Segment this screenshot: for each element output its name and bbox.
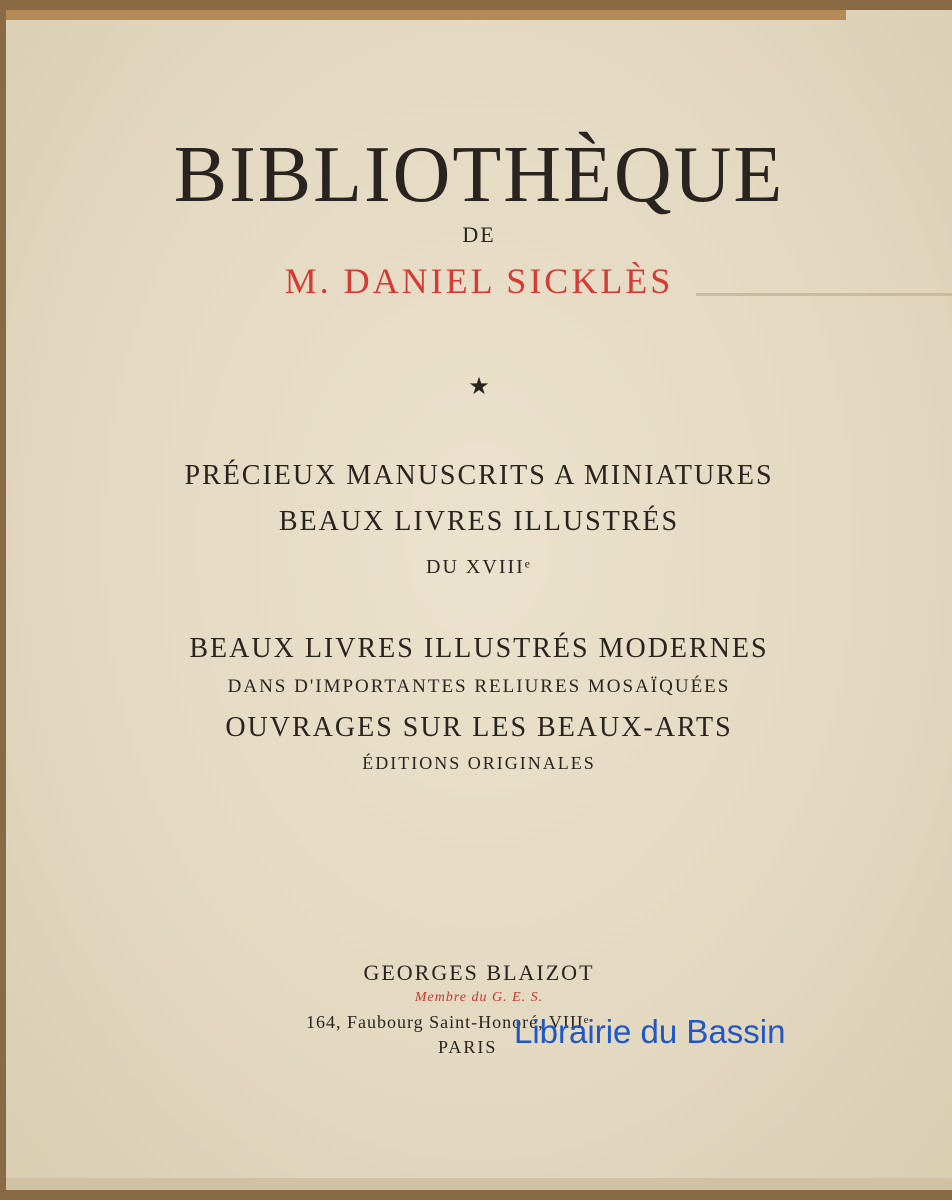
content-line-century: DU XVIIIᵉ [426, 556, 532, 578]
content-line-modern-books: BEAUX LIVRES ILLUSTRÉS MODERNES [189, 633, 769, 664]
content-line-fine-arts: OUVRAGES SUR LES BEAUX-ARTS [225, 712, 733, 743]
publisher-address: 164, Faubourg Saint-Honoré, VIIIᵉ [306, 1012, 590, 1032]
publisher-membership: Membre du G. E. S. [414, 990, 544, 1005]
owner-name: M. DANIEL SICKLÈS [284, 261, 674, 301]
publisher-name: GEORGES BLAIZOT [363, 960, 595, 985]
star-ornament-icon: ★ [468, 374, 490, 400]
content-line-first-editions: ÉDITIONS ORIGINALES [362, 753, 596, 773]
content-line-illustrated-books: BEAUX LIVRES ILLUSTRÉS [278, 506, 680, 537]
publisher-city: PARIS [438, 1037, 498, 1057]
torn-top-edge [6, 10, 846, 20]
bookseller-watermark: Librairie du Bassin [514, 1013, 786, 1050]
page-bottom-edge [6, 1178, 952, 1190]
content-line-manuscripts: PRÉCIEUX MANUSCRITS A MINIATURES [184, 460, 774, 491]
title-page [6, 10, 952, 1190]
title-preposition: DE [462, 222, 496, 247]
page-title: BIBLIOTHÈQUE [173, 131, 785, 219]
content-line-bindings: DANS D'IMPORTANTES RELIURES MOSAÏQUÉES [227, 676, 731, 697]
